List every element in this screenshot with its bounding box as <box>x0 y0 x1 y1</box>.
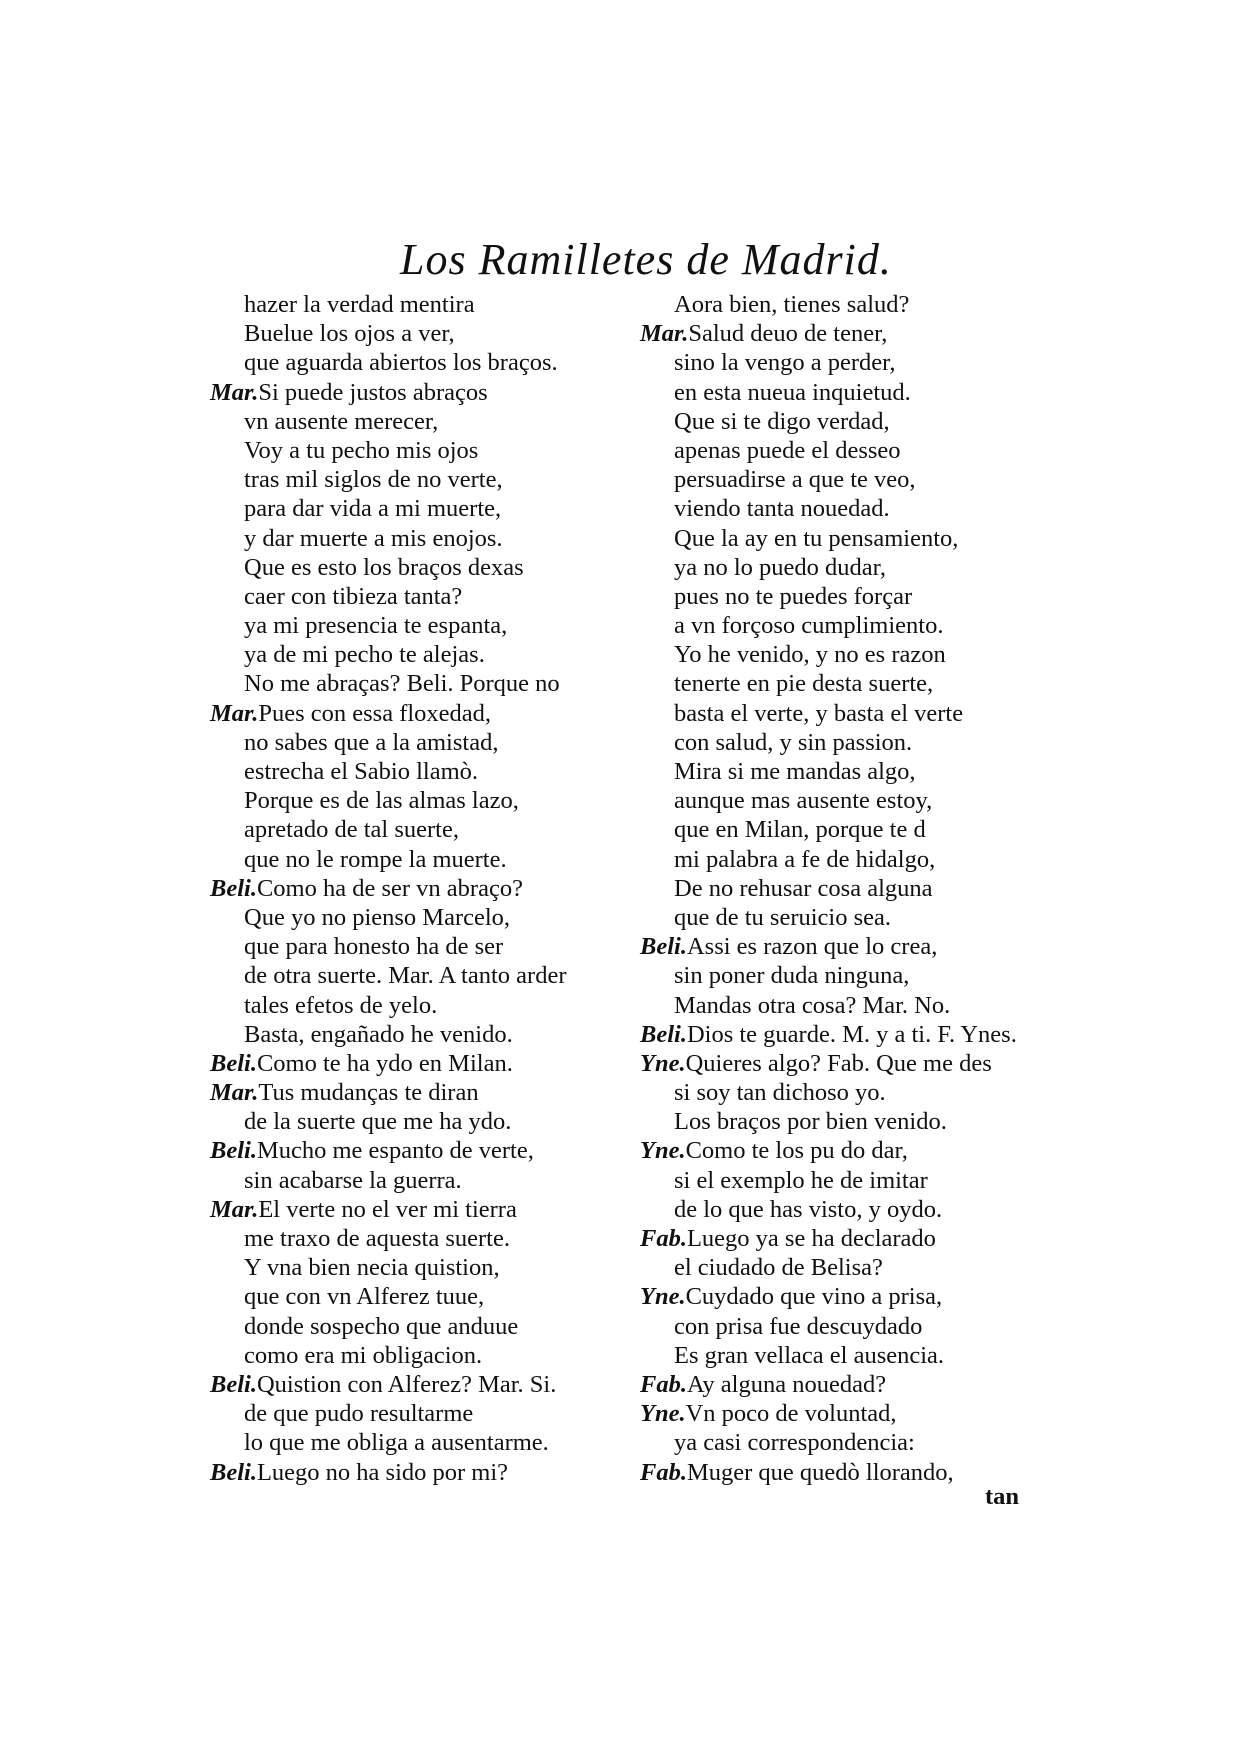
right-verse-line <box>640 640 1060 669</box>
verse-text: Muger que quedò llorando, <box>686 1458 954 1486</box>
left-verse-line <box>210 757 630 786</box>
left-verse-line <box>210 348 630 377</box>
speaker-tag: Mar. <box>210 1079 259 1107</box>
verse-text: mi palabra a fe de hidalgo, <box>674 845 936 873</box>
right-verse-line <box>640 1312 1060 1341</box>
right-verse-line <box>640 1078 1060 1107</box>
right-verse-line <box>640 1253 1060 1282</box>
verse-text: Luego ya se ha declarado <box>686 1225 936 1252</box>
left-verse-line <box>210 1049 630 1078</box>
right-verse-line <box>640 728 1060 757</box>
verse-text: tales efetos de yelo. <box>244 991 438 1019</box>
verse-text: persuadirse a que te veo, <box>674 466 916 494</box>
left-verse-line <box>210 1370 630 1399</box>
left-verse-line <box>210 1020 630 1049</box>
left-verse-line <box>210 728 630 757</box>
left-verse-line <box>210 319 630 348</box>
verse-text: el ciudado de Belisa? <box>674 1254 883 1282</box>
verse-text: Es gran vellaca el ausencia. <box>674 1341 945 1369</box>
right-verse-line <box>640 553 1060 582</box>
speaker-tag: Fab. <box>640 1458 687 1486</box>
verse-text: si soy tan dichoso yo. <box>674 1079 886 1107</box>
right-verse-line <box>640 961 1060 990</box>
left-verse-line <box>210 436 630 465</box>
right-verse-line <box>640 524 1060 553</box>
right-verse-line <box>640 757 1060 786</box>
right-verse-line <box>640 786 1060 815</box>
left-verse-line <box>210 991 630 1020</box>
verse-text: Dios te guarde. M. y a ti. F. Ynes. <box>686 1020 1017 1048</box>
verse-text: Mira si me mandas algo, <box>674 758 916 785</box>
catchword: tan <box>985 1483 1020 1510</box>
verse-text: tenerte en pie desta suerte, <box>674 670 934 698</box>
right-column <box>640 290 1060 1487</box>
verse-text: sino la vengo a perder, <box>674 349 896 377</box>
verse-text: que no le rompe la muerte. <box>244 845 507 873</box>
right-verse-line <box>640 1282 1060 1311</box>
speaker-tag: Yne. <box>640 1400 686 1428</box>
right-verse-line <box>640 1136 1060 1165</box>
right-verse-line <box>640 1370 1060 1399</box>
verse-text: donde sospecho que anduue <box>244 1312 519 1340</box>
verse-text: con prisa fue descuydado <box>674 1312 923 1340</box>
right-verse-line <box>640 319 1060 348</box>
verse-text: de la suerte que me ha ydo. <box>244 1108 512 1136</box>
verse-text: apenas puede el desseo <box>674 436 901 464</box>
left-verse-line <box>210 815 630 844</box>
left-verse-line <box>210 1399 630 1428</box>
verse-text: con salud, y sin passion. <box>674 728 913 756</box>
verse-text: Salud deuo de tener, <box>688 320 888 348</box>
verse-text: ya casi correspondencia: <box>674 1429 915 1457</box>
verse-text: ya no lo puedo dudar, <box>674 553 886 581</box>
left-verse-line <box>210 494 630 523</box>
right-verse-line <box>640 1049 1060 1078</box>
right-verse-line <box>640 991 1060 1020</box>
verse-text: Que la ay en tu pensamiento, <box>674 524 959 552</box>
verse-text: Vn poco de voluntad, <box>685 1400 897 1428</box>
verse-text: Assi es razon que lo crea, <box>686 933 938 961</box>
verse-text: que para honesto ha de ser <box>244 933 504 961</box>
right-verse-line <box>640 1166 1060 1195</box>
right-verse-line <box>640 1020 1060 1049</box>
verse-text: Ay alguna nouedad? <box>686 1370 887 1398</box>
verse-text: Que es esto los braços dexas <box>244 553 524 581</box>
right-verse-line <box>640 699 1060 728</box>
speaker-tag: Mar. <box>640 320 689 348</box>
left-verse-line <box>210 611 630 640</box>
verse-text: como era mi obligacion. <box>244 1341 483 1369</box>
verse-text: lo que me obliga a ausentarme. <box>244 1429 549 1457</box>
verse-text: Quistion con Alferez? Mar. Si. <box>256 1370 557 1398</box>
verse-text: Como ha de ser vn abraço? <box>256 874 523 902</box>
verse-text: De no rehusar cosa alguna <box>674 874 933 902</box>
verse-text: Y vna bien necia quistion, <box>244 1254 500 1282</box>
right-verse-line <box>640 1107 1060 1136</box>
left-column <box>210 290 630 1487</box>
right-verse-line <box>640 874 1060 903</box>
verse-text: que aguarda abiertos los braços. <box>244 349 558 377</box>
speaker-tag: Beli. <box>210 1137 257 1165</box>
verse-text: Cuydado que vino a prisa, <box>685 1283 943 1311</box>
speaker-tag: Yne. <box>640 1049 686 1077</box>
speaker-tag: Mar. <box>210 1195 259 1223</box>
verse-text: Que yo no pienso Marcelo, <box>244 903 511 931</box>
verse-text: caer con tibieza tanta? <box>244 582 463 610</box>
right-verse-line <box>640 1341 1060 1370</box>
right-verse-line <box>640 494 1060 523</box>
verse-text: ya mi presencia te espanta, <box>244 612 508 640</box>
left-verse-line <box>210 378 630 407</box>
verse-text: basta el verte, y basta el verte <box>674 699 964 727</box>
verse-text: No me abraças? Beli. Porque no <box>244 670 560 698</box>
left-verse-line <box>210 1166 630 1195</box>
speaker-tag: Mar. <box>210 699 259 727</box>
left-verse-line <box>210 1253 630 1282</box>
left-verse-line <box>210 1428 630 1457</box>
left-verse-line <box>210 1195 630 1224</box>
speaker-tag: Beli. <box>640 933 687 961</box>
verse-text: en esta nueua inquietud. <box>674 378 911 406</box>
verse-text: Los braços por bien venido. <box>674 1108 947 1136</box>
left-verse-line <box>210 1282 630 1311</box>
left-verse-line <box>210 845 630 874</box>
right-verse-line <box>640 1195 1060 1224</box>
verse-text: ya de mi pecho te alejas. <box>244 641 485 669</box>
right-verse-line <box>640 1399 1060 1428</box>
verse-text: Tus mudanças te diran <box>258 1079 479 1107</box>
left-verse-line <box>210 874 630 903</box>
verse-text: de lo que has visto, y oydo. <box>674 1195 943 1223</box>
speaker-tag: Beli. <box>210 1049 257 1077</box>
speaker-tag: Yne. <box>640 1283 686 1311</box>
verse-text: sin acabarse la guerra. <box>244 1166 462 1194</box>
verse-text: tras mil siglos de no verte, <box>244 466 503 494</box>
verse-text: si el exemplo he de imitar <box>674 1166 928 1194</box>
left-verse-line <box>210 1107 630 1136</box>
speaker-tag: Beli. <box>640 1020 687 1048</box>
right-verse-line <box>640 669 1060 698</box>
right-verse-line <box>640 903 1060 932</box>
verse-text: pues no te puedes forçar <box>674 582 913 610</box>
verse-text: Luego no ha sido por mi? <box>256 1458 509 1486</box>
verse-text: Porque es de las almas lazo, <box>244 787 519 815</box>
right-verse-line <box>640 1224 1060 1253</box>
right-verse-line <box>640 611 1060 640</box>
verse-text: para dar vida a mi muerte, <box>244 495 502 523</box>
left-verse-line <box>210 582 630 611</box>
verse-text: de otra suerte. Mar. A tanto arder <box>244 962 567 990</box>
left-verse-line <box>210 932 630 961</box>
left-verse-line <box>210 1078 630 1107</box>
verse-text: a vn forçoso cumplimiento. <box>674 612 944 640</box>
left-verse-line <box>210 669 630 698</box>
verse-text: Pues con essa floxedad, <box>258 699 492 727</box>
left-verse-line <box>210 290 630 319</box>
left-verse-line <box>210 903 630 932</box>
verse-text: hazer la verdad mentira <box>244 291 475 318</box>
verse-text: estrecha el Sabio llamò. <box>244 758 479 785</box>
left-verse-line <box>210 1224 630 1253</box>
verse-text: y dar muerte a mis enojos. <box>244 524 503 552</box>
right-verse-line <box>640 845 1060 874</box>
right-verse-line <box>640 465 1060 494</box>
verse-text: aunque mas ausente estoy, <box>674 787 933 815</box>
verse-text: Que si te digo verdad, <box>674 407 890 435</box>
verse-text: El verte no el ver mi tierra <box>258 1195 517 1223</box>
speaker-tag: Fab. <box>640 1225 687 1252</box>
right-verse-line <box>640 348 1060 377</box>
verse-text: vn ausente merecer, <box>244 407 439 435</box>
verse-text: viendo tanta nouedad. <box>674 495 890 523</box>
verse-text: Como te ha ydo en Milan. <box>256 1049 513 1077</box>
right-verse-line <box>640 1428 1060 1457</box>
left-verse-line <box>210 640 630 669</box>
verse-text: Basta, engañado he venido. <box>244 1020 513 1048</box>
left-verse-line <box>210 524 630 553</box>
verse-text: apretado de tal suerte, <box>244 816 459 844</box>
verse-text: no sabes que a la amistad, <box>244 728 499 756</box>
verse-text: que con vn Alferez tuue, <box>244 1283 485 1311</box>
verse-text: Mucho me espanto de verte, <box>256 1137 534 1165</box>
speaker-tag: Beli. <box>210 1458 257 1486</box>
left-verse-line <box>210 786 630 815</box>
left-verse-line <box>210 1312 630 1341</box>
right-verse-line <box>640 407 1060 436</box>
right-verse-line <box>640 932 1060 961</box>
right-verse-line <box>640 290 1060 319</box>
left-verse-line <box>210 1458 630 1487</box>
speaker-tag: Beli. <box>210 874 257 902</box>
verse-text: Voy a tu pecho mis ojos <box>244 436 479 464</box>
speaker-tag: Fab. <box>640 1370 687 1398</box>
verse-text: Mandas otra cosa? Mar. No. <box>674 991 951 1019</box>
verse-text: Como te los pu do dar, <box>685 1137 908 1165</box>
verse-text: que en Milan, porque te d <box>674 816 926 844</box>
verse-text: de que pudo resultarme <box>244 1400 474 1428</box>
verse-text: me traxo de aquesta suerte. <box>244 1225 510 1252</box>
verse-text: sin poner duda ninguna, <box>674 962 910 990</box>
speaker-tag: Beli. <box>210 1370 257 1398</box>
left-verse-line <box>210 407 630 436</box>
verse-text: Si puede justos abraços <box>258 378 488 406</box>
left-verse-line <box>210 1136 630 1165</box>
verse-text: Yo he venido, y no es razon <box>674 641 946 669</box>
left-verse-line <box>210 961 630 990</box>
running-head: Los Ramilletes de Madrid. <box>400 235 892 284</box>
left-verse-line <box>210 553 630 582</box>
speaker-tag: Yne. <box>640 1137 686 1165</box>
verse-text: Aora bien, tienes salud? <box>674 291 910 318</box>
left-verse-line <box>210 699 630 728</box>
verse-text: Quieres algo? Fab. Que me des <box>685 1049 992 1077</box>
right-verse-line <box>640 378 1060 407</box>
verse-text: que de tu seruicio sea. <box>674 903 892 931</box>
right-verse-line <box>640 815 1060 844</box>
verse-text: Buelue los ojos a ver, <box>244 320 455 348</box>
left-verse-line <box>210 1341 630 1370</box>
speaker-tag: Mar. <box>210 378 259 406</box>
left-verse-line <box>210 465 630 494</box>
right-verse-line <box>640 436 1060 465</box>
right-verse-line <box>640 582 1060 611</box>
